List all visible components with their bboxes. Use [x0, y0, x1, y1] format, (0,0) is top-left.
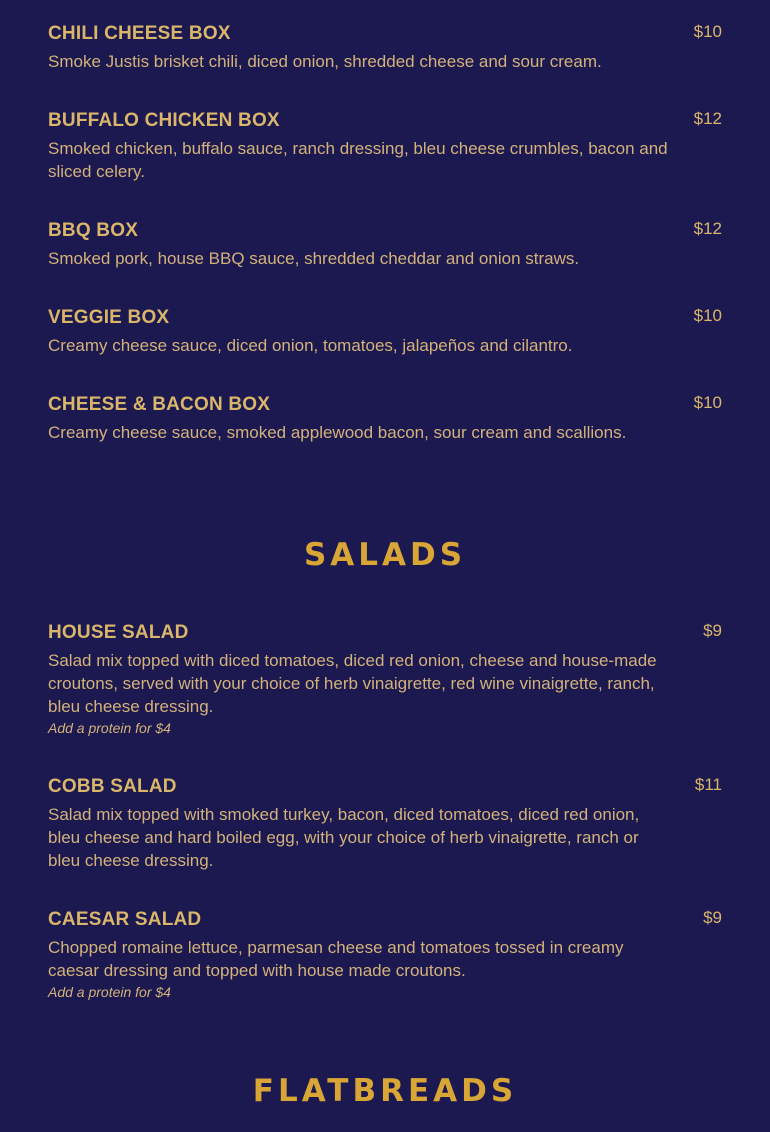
item-name: BBQ BOX	[48, 220, 139, 241]
item-price: $9	[703, 621, 722, 640]
item-note: Add a protein for $4	[48, 720, 171, 736]
item-price: $12	[693, 219, 722, 238]
item-note: Add a protein for $4	[48, 984, 171, 1000]
item-name: COBB SALAD	[48, 776, 177, 797]
item-price: $11	[694, 775, 722, 794]
item-price: $9	[703, 908, 722, 927]
item-price: $10	[693, 22, 722, 41]
item-name: VEGGIE BOX	[48, 307, 170, 328]
item-description: Smoked pork, house BBQ sauce, shredded cheddar and onion straws.	[48, 249, 580, 268]
item-name: BUFFALO CHICKEN BOX	[48, 110, 280, 131]
item-price: $12	[693, 109, 722, 128]
item-name: CHILI CHEESE BOX	[48, 23, 231, 44]
item-price: $10	[693, 306, 722, 325]
item-name: CHEESE & BACON BOX	[48, 394, 271, 415]
item-description: Creamy cheese sauce, smoked applewood bacon, sour cream and scallions.	[48, 423, 627, 442]
item-description: Smoke Justis brisket chili, diced onion, shredded cheese and sour cream.	[48, 52, 602, 71]
section-title-flatbreads: FLATBREADS	[252, 1073, 518, 1109]
item-price: $10	[693, 393, 722, 412]
section-title-salads: SALADS	[303, 537, 467, 573]
item-name: HOUSE SALAD	[48, 622, 189, 643]
item-description: Chopped romaine lettuce, parmesan cheese and tomatoes tossed in creamy caesar dressing and topped with house made croutons.	[48, 938, 624, 980]
item-name: CAESAR SALAD	[48, 909, 202, 930]
item-description: Smoked chicken, buffalo sauce, ranch dressing, bleu cheese crumbles, bacon and sliced celery.	[48, 139, 668, 181]
item-description: Salad mix topped with smoked turkey, bacon, diced tomatoes, diced red onion, bleu cheese and hard boiled egg, with your choice of herb vinaigrette, ranch or bleu cheese dressing.	[48, 805, 640, 870]
item-description: Salad mix topped with diced tomatoes, diced red onion, cheese and house-made croutons, served with your choice of herb vinaigrette, red wine vinaigrette, ranch, bleu cheese dressing.	[48, 651, 657, 716]
item-description: Creamy cheese sauce, diced onion, tomatoes, jalapeños and cilantro.	[48, 336, 573, 355]
